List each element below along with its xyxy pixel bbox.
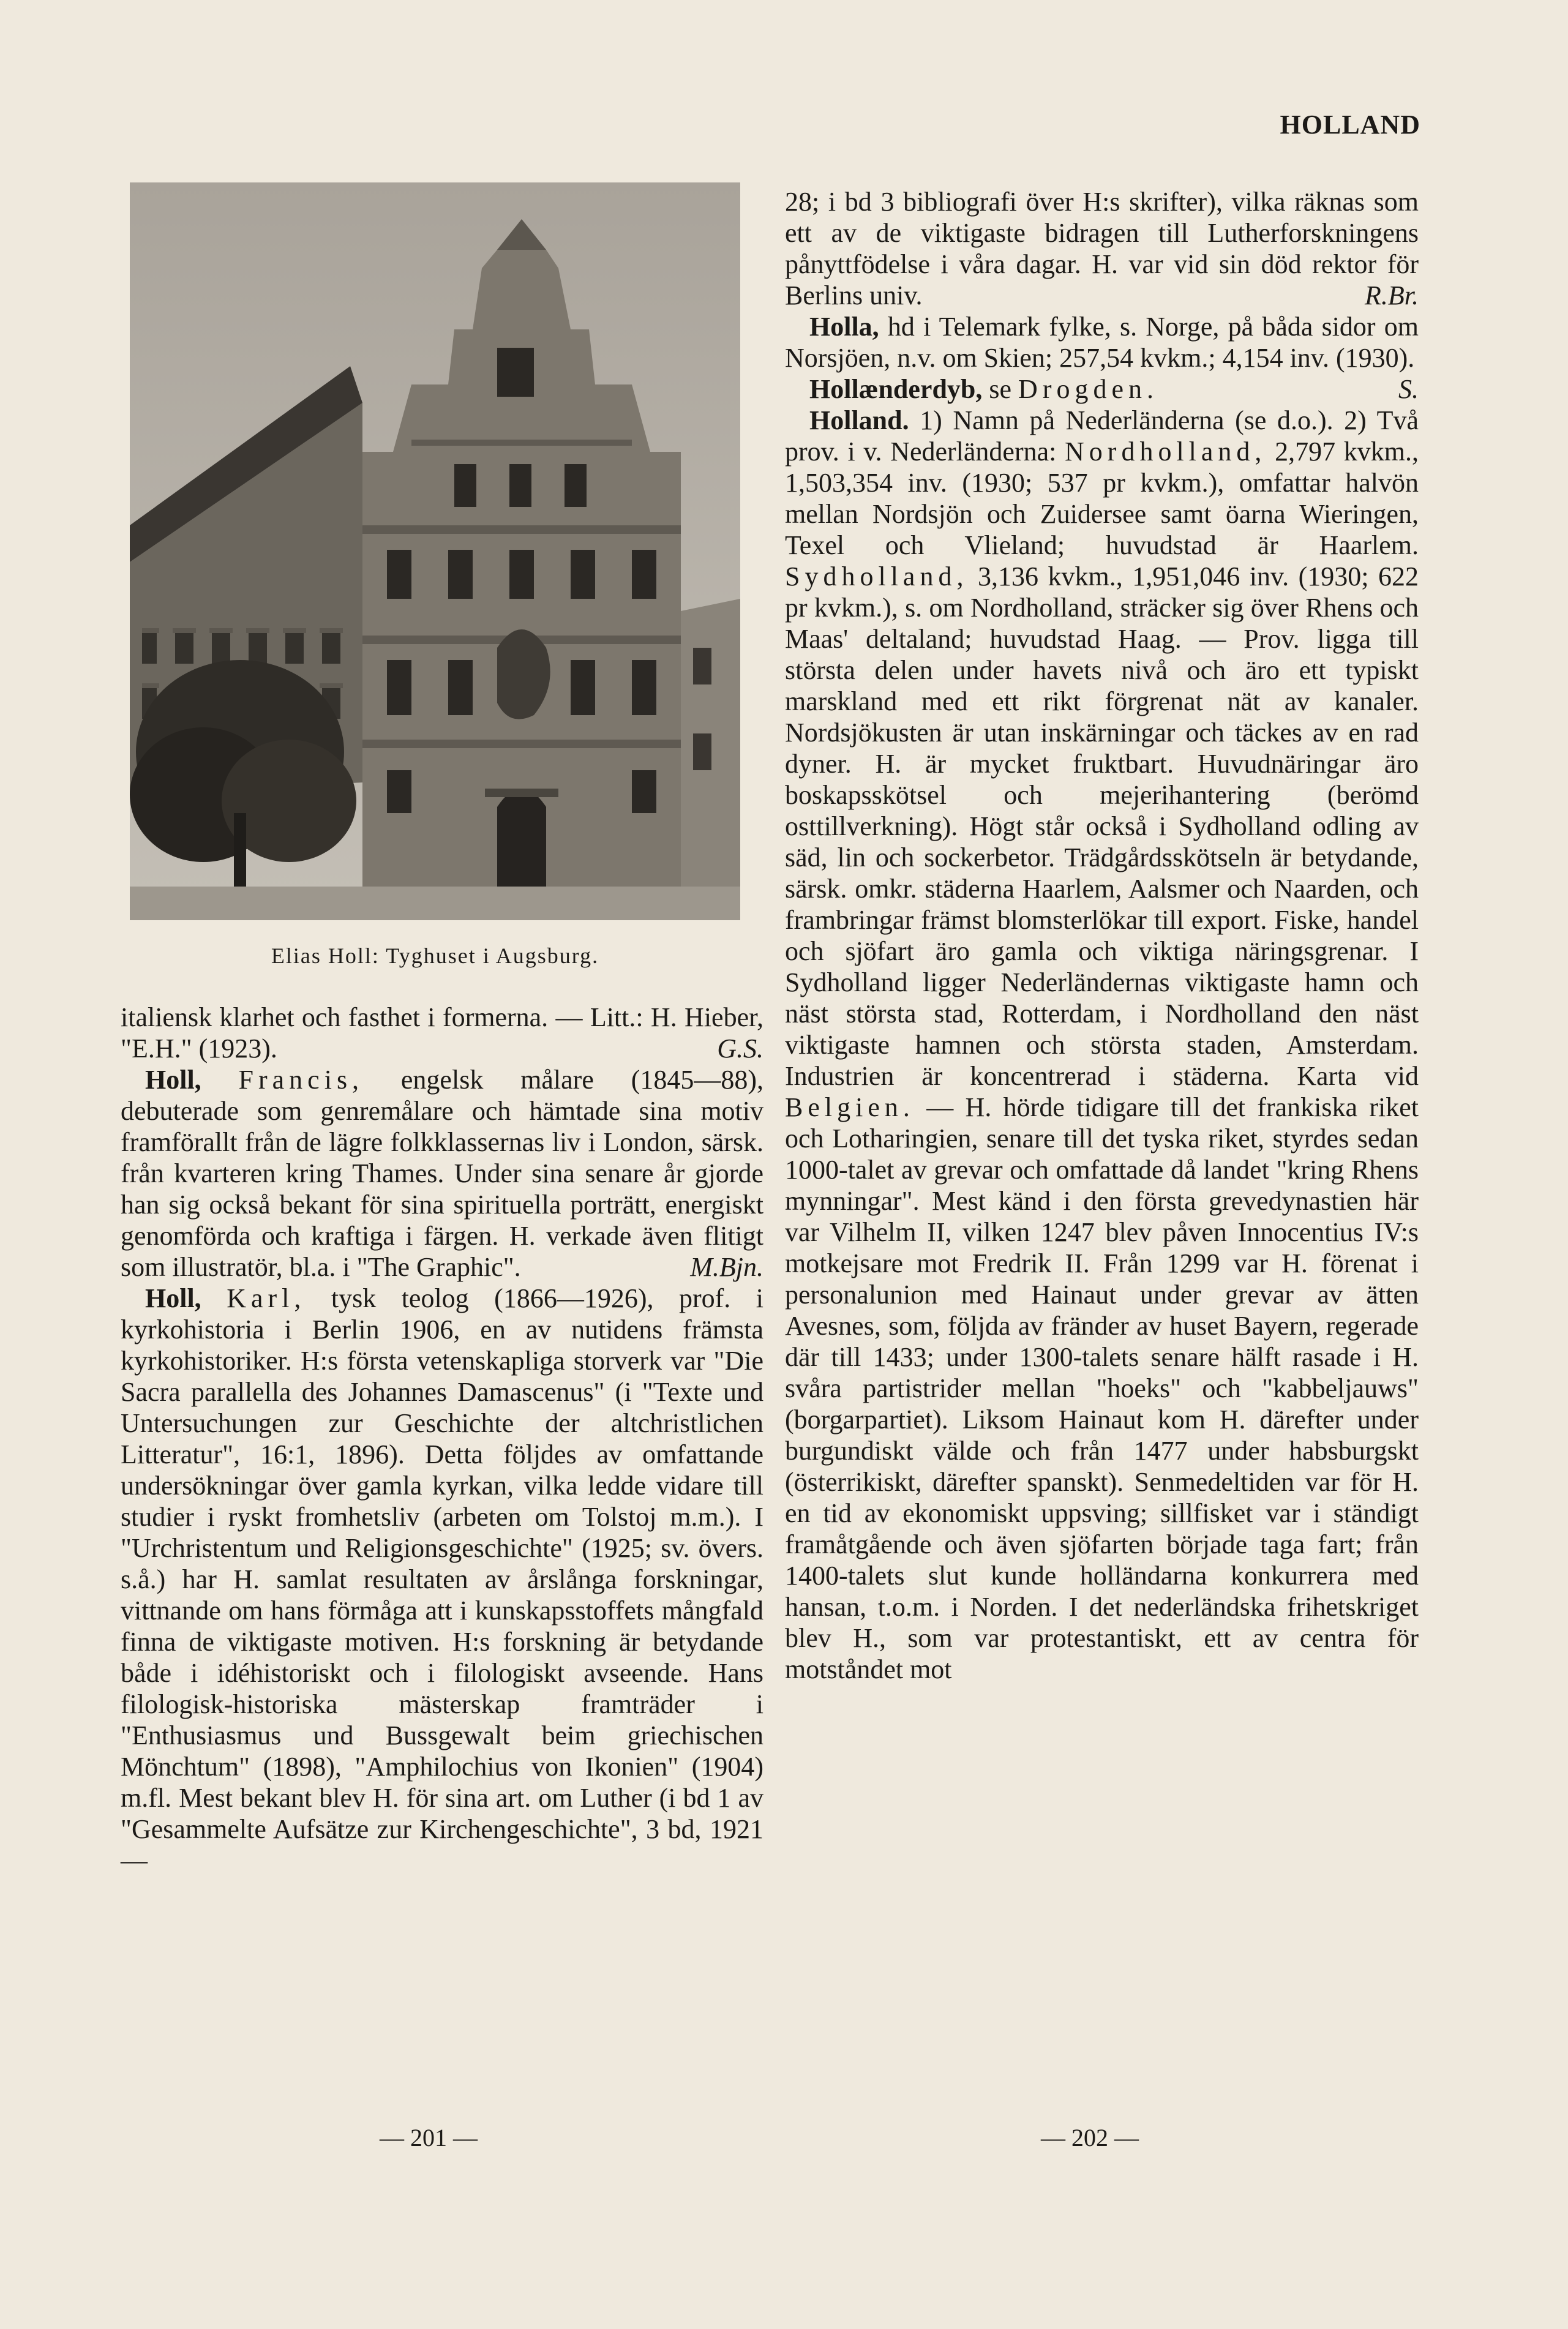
author-signature: S. <box>1398 374 1419 404</box>
author-signature: M.Bjn. <box>690 1252 763 1282</box>
entry-headword: Holland. <box>809 405 909 435</box>
page-number-left: — 201 — <box>380 2124 478 2151</box>
building-photograph <box>130 182 740 920</box>
left-column <box>121 1002 763 1876</box>
page-number-right: — 202 — <box>1041 2124 1139 2151</box>
cross-reference: Belgien. <box>785 1092 915 1122</box>
entry-text: — H. hörde tidigare till det frankiska riket och Lotharingien, senare till det tyska riket, styrdes sedan 1000-talet av grevar och omfattade då landet "kring Rhens mynningar". Mest känd i den första grevedynastien här var Vilhelm II, vilken 1247 blev påven Innocentius IV:s motkejsare mot Fredrik II. Från 1299 var H. förenat i personalunion med Hainaut under grevar av ätten Avesnes, som, följda av fränder av huset Bayern, regerade där till 1433; under 1300-talets senare hälft rasade i H. svåra partistrider mellan "hoeks" och "kabbeljauws" (borgarpartiet). Liksom Hainaut kom H. därefter under burgundiskt välde och från 1477 under habsburgskt (österrikiskt, därefter spanskt). Senmedeltiden var för H. en tid av ekonomiskt uppsving; sillfisket var i ständigt framåtgående och även sjöfarten började taga fart; från 1400-talets slut kunde holländarna konkurrera med hansan, t.o.m. i Norden. I det nederländska frihetskriget blev H., som var protestantiskt, ett av centra för motståndet mot <box>785 1092 1419 1684</box>
entry-name: Sydholland, <box>785 561 969 591</box>
author-signature: R.Br. <box>1365 280 1419 310</box>
entry-headword: Holl, <box>145 1283 201 1313</box>
entry-name: Francis, <box>238 1065 364 1095</box>
running-head: HOLLAND <box>1280 110 1420 140</box>
entry-text: hd i Telemark fylke, s. Norge, på båda sidor om Norsjöen, n.v. om Skien; 257,54 kvkm.; 4,154 inv. (1930). <box>785 312 1419 373</box>
entry-text: engelsk målare (1845—88), debuterade som genremålare och hämtade sina motiv framförallt från de lägre folkklassernas liv i London, särsk. från kvarteren kring Thames. Under sina senare år gjorde han sig också bekant för sina spirituella porträtt, energiskt genomförda och kraftiga i färgen. H. verkade även flitigt som illustratör, bl.a. i "The Graphic". <box>121 1065 763 1282</box>
entry-text: se <box>982 374 1019 404</box>
cross-reference: Drogden. <box>1018 374 1159 404</box>
right-column <box>785 186 1419 1685</box>
author-signature: G.S. <box>717 1033 763 1063</box>
entry-holl-karl <box>121 1283 763 1876</box>
entry-name: Nordholland, <box>1065 437 1267 467</box>
entry-text: 1) Namn på Nederländerna (se d.o.). 2) Två prov. i v. Nederländerna: <box>785 405 1419 467</box>
paragraph-holl-elias-end <box>121 1002 763 1064</box>
tyghuset-photo-illustration <box>130 182 740 920</box>
entry-hollaenderdyb <box>785 373 1419 405</box>
entry-text: tysk teolog (1866—1926), prof. i kyrkohistoria i Berlin 1906, en av nutidens främsta kyrkohistoriker. H:s första vetenskapliga storverk var "Die Sacra parallella des Johannes Damascenus" (i "Texte und Untersuchungen zur Geschichte der altchristlichen Litteratur", 16:1, 1896). Detta följdes av omfattande undersökningar över gamla kyrkan, vilka ledde vidare till studier i ryskt fromhetsliv (arbeten om Tolstoj m.m.). I "Urchristentum und Religionsgeschichte" (1925; sv. övers. s.å.) har H. samlat resultaten av årslånga forskningar, vittnande om hans förmåga att i kunskapsstoffets mångfald finna de viktigaste motiven. H:s forskning är betydande både i idéhistoriskt och i filologiskt avseende. Hans filologisk-historiska mästerskap framträder i "Enthusiasmus und Bussgewalt beim griechischen Mönchtum" (1898), "Amphilochius von Ikonien" (1904) m.fl. Mest bekant blev H. för sina art. om Luther (i bd 1 av "Gesammelte Aufsätze zur Kirchengeschichte", 3 bd, 1921— <box>121 1283 763 1875</box>
paragraph-text: 28; i bd 3 bibliografi över H:s skrifter), vilka räknas som ett av de viktigaste bidragen till Lutherforskningens pånyttfödelse i våra dagar. H. var vid sin död rektor för Berlins univ. <box>785 187 1419 310</box>
entry-name: Karl, <box>227 1283 306 1313</box>
entry-holland <box>785 405 1419 1685</box>
paragraph-holl-karl-end <box>785 186 1419 311</box>
entry-text: 2,797 kvkm., 1,503,354 inv. (1930; 537 pr kvkm.), omfattar halvön mellan Nordsjön och Zuidersee samt öarna Wieringen, Texel och Vlieland; huvudstad är Haarlem. <box>785 437 1419 560</box>
figure-caption: Elias Holl: Tyghuset i Augsburg. <box>271 943 599 968</box>
paragraph-text: italiensk klarhet och fasthet i formerna. — Litt.: H. Hieber, "E.H." (1923). <box>121 1002 763 1063</box>
entry-headword: Hollænderdyb, <box>809 374 983 404</box>
entry-headword: Holl, <box>145 1065 201 1095</box>
entry-text: 3,136 kvkm., 1,951,046 inv. (1930; 622 pr kvkm.), s. om Nordholland, sträcker sig över Rhens och Maas' deltaland; huvudstad Haag. — Prov. ligga till största delen under havets nivå och äro ett typiskt marskland med ett rikt förgrenat nät av kanaler. Nordsjökusten är utan inskärningar och täckes av en rad dyner. H. är mycket fruktbart. Huvudnäringar äro boskapsskötsel och mejerihantering (berömd osttillverkning). Högt står också i Sydholland odling av säd, lin och sockerbetor. Trädgårdsskötseln är betydande, särsk. omkr. städerna Haarlem, Aalsmer och Naarden, och frambringar främst blomsterlökar till export. Fiske, handel och sjöfart äro gamla och viktiga näringsgrenar. I Sydholland ligger Nederländernas viktigaste hamn och näst största stad, Rotterdam, i Nordholland den näst viktigaste hamnen och största staden, Amsterdam. Industrien är koncentrerad i städerna. Karta vid <box>785 561 1419 1091</box>
entry-holl-francis <box>121 1064 763 1283</box>
entry-headword: Holla, <box>809 312 879 342</box>
